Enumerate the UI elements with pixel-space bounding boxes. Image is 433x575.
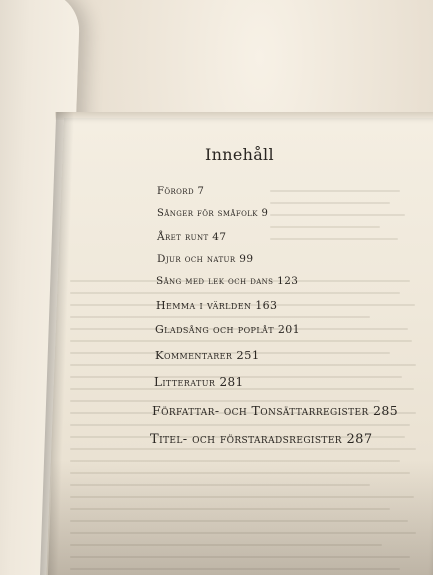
toc-entry-sang-med-lek-och-dans: Sång med lek och dans 123 xyxy=(156,275,299,287)
toc-entry-kommentarer: Kommentarer 251 xyxy=(155,348,260,362)
toc-entry-hemma-i-varlden: Hemma i världen 163 xyxy=(156,299,278,312)
toc-entry-djur-och-natur: Djur och natur 99 xyxy=(157,253,254,265)
toc-entry-gladsang-och-poplat: Gladsång och poplåt 201 xyxy=(155,323,301,336)
page-title: Innehåll xyxy=(205,145,274,164)
toc-entry-forfattar-och-tonsattarregister: Författar- och Tonsättarregister 285 xyxy=(152,403,399,418)
toc-entry-sanger-for-smafolk: Sånger för småfolk 9 xyxy=(157,208,269,219)
toc-entry-litteratur: Litteratur 281 xyxy=(154,375,244,389)
toc-entry-aret-runt: Året runt 47 xyxy=(157,231,227,243)
toc-entry-titel-och-forstaradsregister: Titel- och förstaradsregister 287 xyxy=(150,432,373,447)
toc-entry-forord: Förord 7 xyxy=(157,186,205,197)
